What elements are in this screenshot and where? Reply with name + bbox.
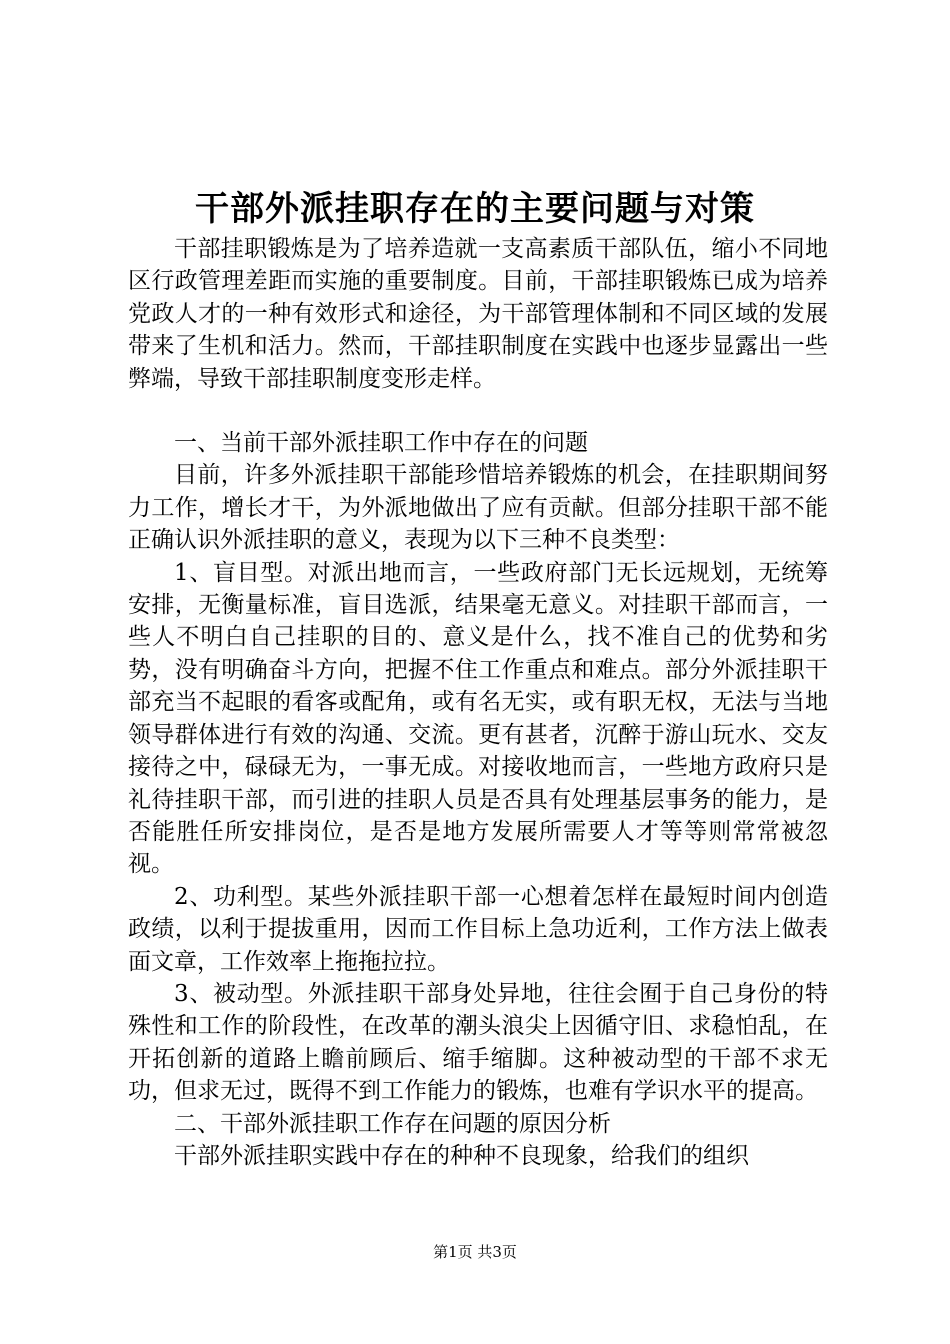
section-heading-2: 二、干部外派挂职工作存在问题的原因分析 xyxy=(174,1110,611,1137)
type-blind-paragraph: 1、盲目型。对派出地而言，一些政府部门无长远规划，无统筹安排，无衡量标准，盲目选派，结果毫无意义。对挂职干部而言，一些人不明白自己挂职的目的、意义是什么，找不准自己的优势和劣势，没有明确奋斗方向，把握不住工作重点和难点。部分外派挂职干部充当不起眼的看客或配角，或有名无实，或有职无权，无法与当地领导群体进行有效的沟通、交流。更有甚者，沉醉于游山玩水、交友接待之中，碌碌无为，一事无成。对接收地而言，一些地方政府只是礼待挂职干部，而引进的挂职人员是否具有处理基层事务的能力，是否能胜任所安排岗位，是否是地方发展所需要人才等等则常常被忽视。 xyxy=(128,559,828,878)
section-heading-1: 一、当前干部外派挂职工作中存在的问题 xyxy=(174,430,588,457)
section-2-intro-paragraph: 干部外派挂职实践中存在的种种不良现象，给我们的组织 xyxy=(174,1142,749,1169)
section-1-intro-paragraph: 目前，许多外派挂职干部能珍惜培养锻炼的机会，在挂职期间努力工作，增长才干，为外派地做出了应有贡献。但部分挂职干部不能正确认识外派挂职的意义，表现为以下三种不良类型： xyxy=(128,462,828,554)
type-utilitarian-paragraph: 2、功利型。某些外派挂职干部一心想着怎样在最短时间内创造政绩，以利于提拔重用，因而工作目标上急功近利，工作方法上做表面文章，工作效率上拖拖拉拉。 xyxy=(128,883,828,975)
document-title: 干部外派挂职存在的主要问题与对策 xyxy=(195,189,755,229)
intro-paragraph: 干部挂职锻炼是为了培养造就一支高素质干部队伍，缩小不同地区行政管理差距而实施的重要制度。目前，干部挂职锻炼已成为培养党政人才的一种有效形式和途径，为干部管理体制和不同区域的发展带来了生机和活力。然而，干部挂职制度在实践中也逐步显露出一些弊端，导致干部挂职制度变形走样。 xyxy=(128,236,828,392)
document-body xyxy=(128,233,828,1172)
page-number-footer: 第1页 共3页 xyxy=(433,1243,517,1261)
type-passive-paragraph: 3、被动型。外派挂职干部身处异地，往往会囿于自己身份的特殊性和工作的阶段性，在改革的潮头浪尖上因循守旧、求稳怕乱，在开拓创新的道路上瞻前顾后、缩手缩脚。这种被动型的干部不求无功，但求无过，既得不到工作能力的锻炼，也难有学识水平的提高。 xyxy=(128,980,828,1105)
